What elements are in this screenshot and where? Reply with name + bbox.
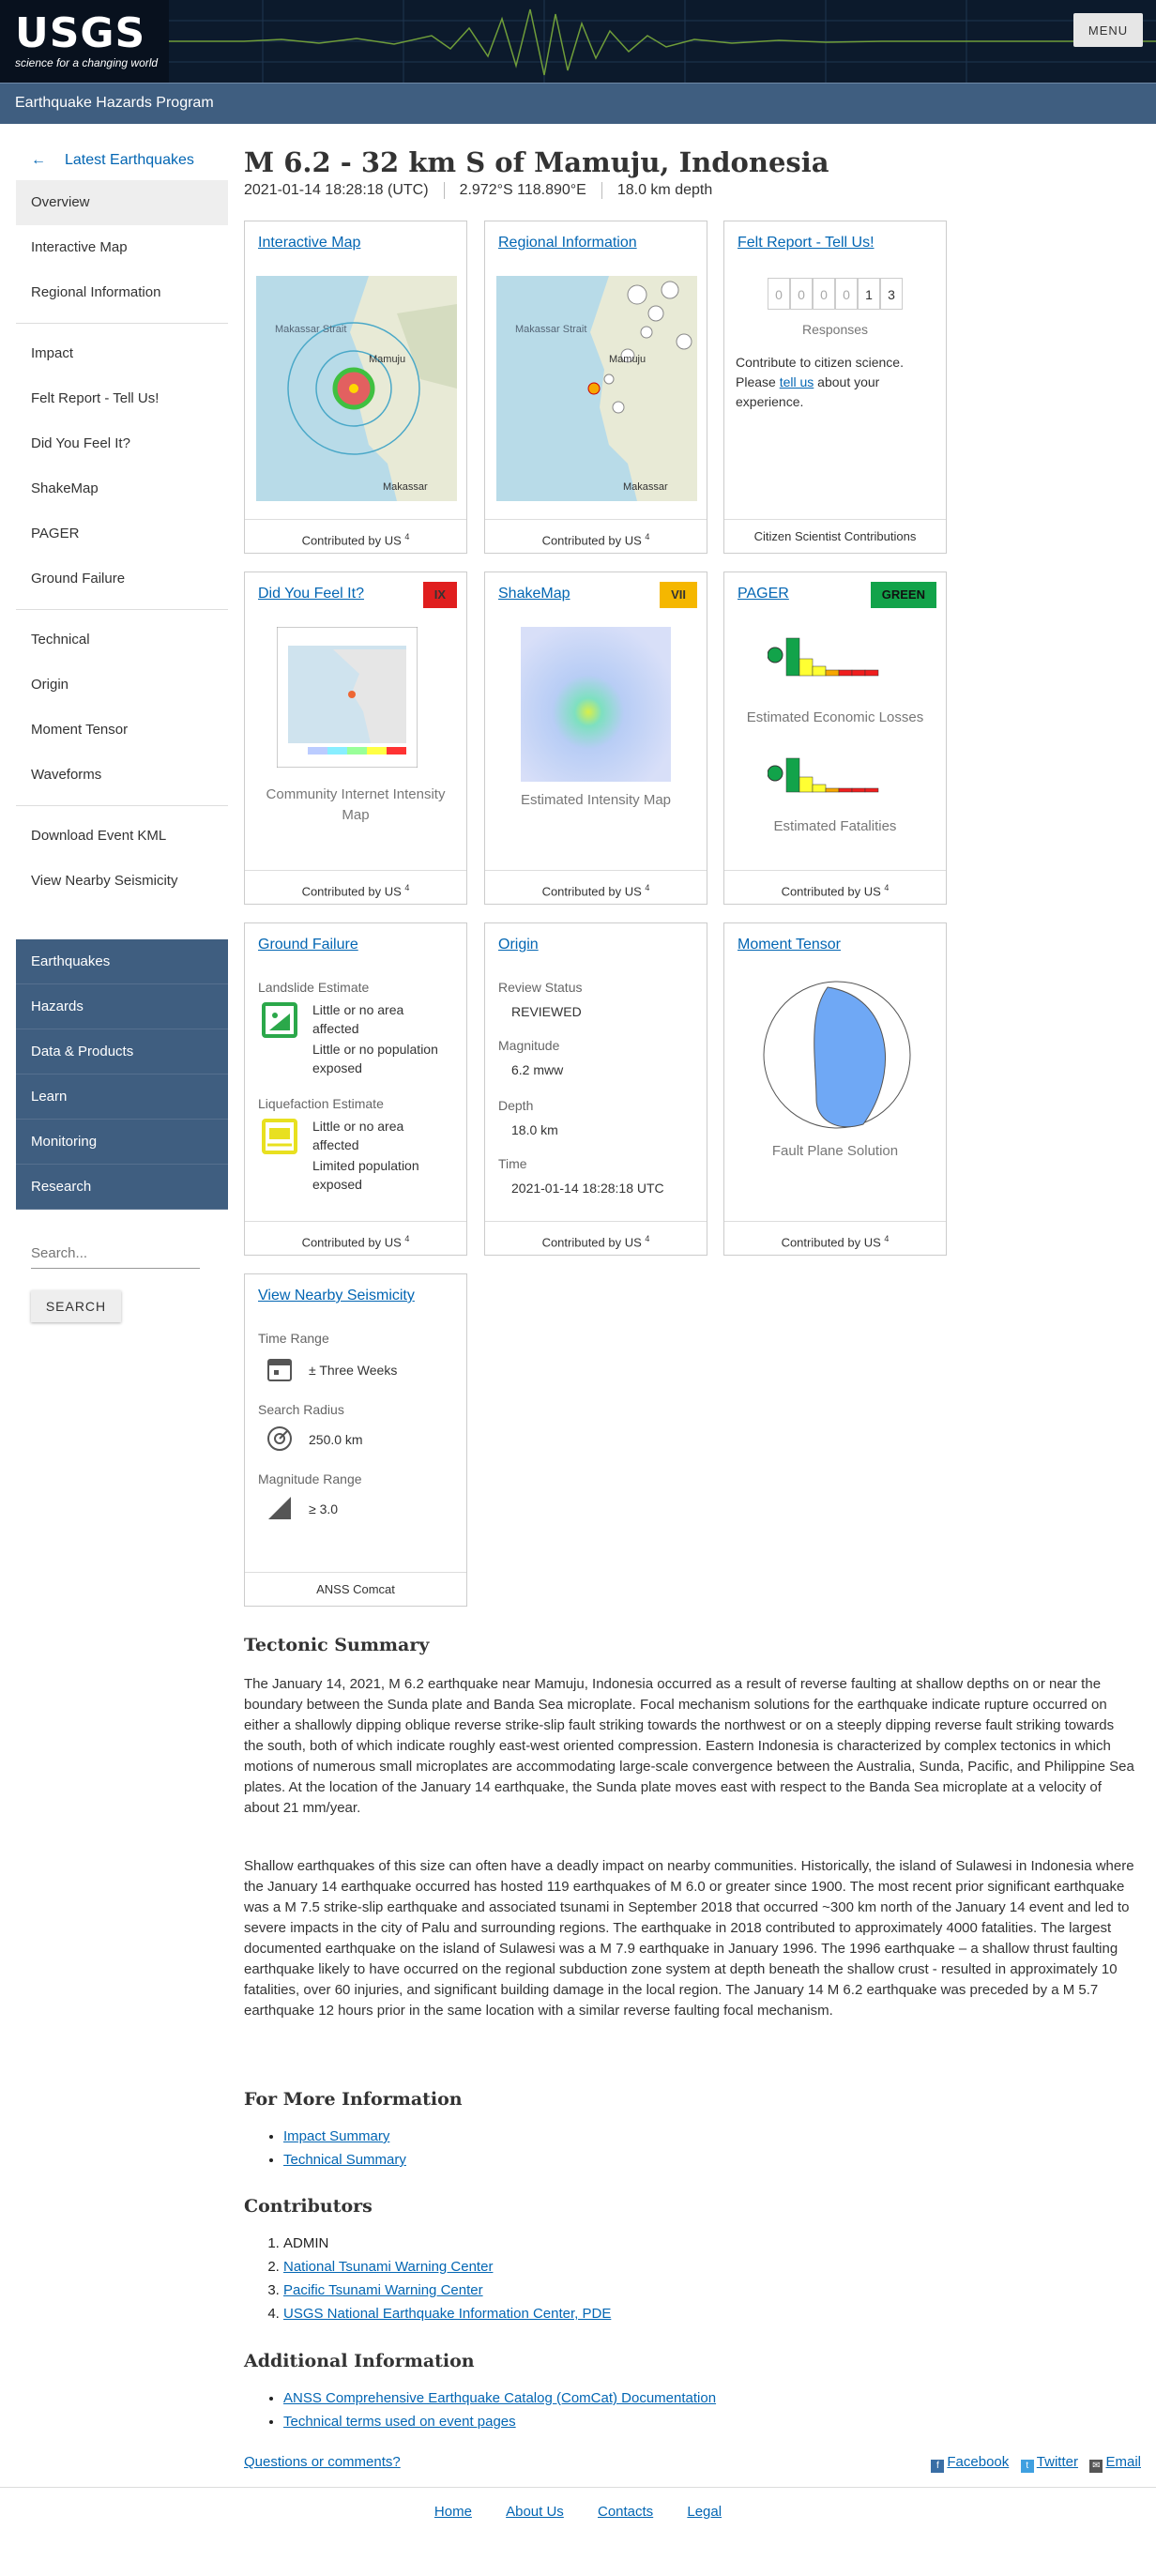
dyfi-link[interactable]: Did You Feel It? <box>258 586 364 602</box>
more-info-heading: For More Information <box>244 2089 463 2110</box>
list-item <box>283 2386 716 2410</box>
origin-card[interactable] <box>484 922 707 1256</box>
latest-earthquakes-link[interactable] <box>16 152 228 180</box>
alert-badge: GREEN <box>871 582 936 608</box>
counter-digit: 0 <box>813 278 835 310</box>
sidebar-item-waveforms[interactable]: Waveforms <box>31 767 102 783</box>
contributed-label: Contributed by US <box>301 1235 402 1250</box>
fatalities-histogram <box>768 751 908 803</box>
map-city-label: Mamuju <box>609 354 646 365</box>
social-links <box>931 2454 1141 2473</box>
email-icon: ✉ <box>1089 2460 1103 2473</box>
sidebar <box>16 152 228 904</box>
sidebar-item-interactive-map[interactable]: Interactive Map <box>31 239 128 255</box>
footer-about-link[interactable]: About Us <box>506 2504 564 2520</box>
contributed-label: Contributed by US <box>541 1235 642 1250</box>
contributor-ref[interactable]: 4 <box>404 1234 410 1243</box>
card-footer <box>245 1221 466 1255</box>
tectonic-paragraph: The January 14, 2021, M 6.2 earthquake near Mamuju, Indonesia occurred as a result of reverse faulting at shallow depths on or near the boundary between the Sunda plate and Banda Sea microplate. Focal mechanism solutions for the earthquake indicate rupture occurred on either a shallowly dipping oblique reverse strike-slip fault striking towards the northwest or on a steeply dipping reverse fault striking towards the south, both of which indicate roughly east-west oriented compression. Eastern Indonesia is characterized by complex tectonics in which motions of numerous small microplates are accommodating large-scale convergence between the Australia, Sunda, Pacific, and Philippine Sea plates. At the location of the January 14 earthquake, the Sunda plate moves east with respect to the Banda Sea microplate at a velocity of about 21 mm/year. <box>244 1676 1134 1816</box>
facebook-icon: f <box>931 2460 944 2473</box>
search-input[interactable] <box>31 1239 200 1269</box>
dyfi-card[interactable] <box>244 572 467 905</box>
contributed-label: Contributed by US <box>301 884 402 899</box>
nearby-seismicity-link[interactable]: View Nearby Seismicity <box>258 1288 415 1303</box>
magnitude-icon <box>266 1494 294 1522</box>
program-bar <box>0 83 1156 124</box>
contributor-ref[interactable]: 4 <box>645 1234 650 1243</box>
felt-text-part: about your experience. <box>736 374 880 409</box>
landslide-label: Landslide Estimate <box>258 980 370 995</box>
pager-link[interactable]: PAGER <box>738 586 789 602</box>
contributor-link[interactable]: National Tsunami Warning Center <box>283 2259 494 2275</box>
tectonic-heading: Tectonic Summary <box>244 1635 430 1655</box>
contributor-link[interactable]: Pacific Tsunami Warning Center <box>283 2282 483 2298</box>
moment-tensor-link[interactable]: Moment Tensor <box>738 937 841 953</box>
contributor-ref[interactable]: 4 <box>645 532 650 541</box>
sidebar-item-pager[interactable]: PAGER <box>31 526 80 541</box>
counter-digit: 1 <box>858 278 880 310</box>
moment-tensor-card[interactable] <box>723 922 947 1256</box>
sidebar-item-shakemap[interactable]: ShakeMap <box>31 480 99 496</box>
card-footer <box>724 1221 946 1255</box>
footer-contacts-link[interactable]: Contacts <box>597 2504 654 2520</box>
sidebar-item-dyfi[interactable]: Did You Feel It? <box>31 435 130 451</box>
felt-text-part: Contribute to citizen science. Please <box>736 355 904 389</box>
sidebar-item-download-kml[interactable]: Download Event KML <box>31 828 167 844</box>
liquefaction-label: Liquefaction Estimate <box>258 1096 384 1111</box>
time-range-value: ± Three Weeks <box>309 1363 398 1378</box>
review-status-value: REVIEWED <box>511 1004 582 1019</box>
footer-divider <box>0 2487 1156 2488</box>
pager-economic-caption: Estimated Economic Losses <box>746 709 924 725</box>
technical-summary-link[interactable]: Technical Summary <box>283 2152 406 2168</box>
contributor-ref[interactable]: 4 <box>884 1234 890 1243</box>
footer-home-link[interactable]: Home <box>434 2504 472 2520</box>
contributed-label: Contributed by US <box>301 533 402 548</box>
usgs-tagline: science for a changing world <box>15 56 159 69</box>
interactive-map-link[interactable]: Interactive Map <box>258 235 361 251</box>
sidebar-item-nearby-seismicity[interactable]: View Nearby Seismicity <box>31 873 178 889</box>
contributed-label: Contributed by US <box>781 884 881 899</box>
landslide-population: Little or no population exposed <box>312 1042 438 1075</box>
nav-hazards[interactable]: Hazards <box>16 984 228 1029</box>
search-radius-value: 250.0 km <box>309 1432 363 1447</box>
counter-digit: 3 <box>880 278 903 310</box>
contributor-ref[interactable]: 4 <box>404 883 410 892</box>
map-city-label: Mamuju <box>369 354 406 365</box>
comcat-docs-link[interactable]: ANSS Comprehensive Earthquake Catalog (ComCat) Documentation <box>283 2390 717 2406</box>
landslide-icon <box>262 1002 297 1038</box>
sidebar-item-moment-tensor[interactable]: Moment Tensor <box>31 722 129 738</box>
sidebar-divider <box>16 609 228 610</box>
sidebar-item-ground-failure[interactable]: Ground Failure <box>31 571 126 587</box>
search-radius-label: Search Radius <box>258 1402 344 1417</box>
radius-icon <box>266 1425 294 1453</box>
nav-learn[interactable]: Learn <box>16 1075 228 1120</box>
sidebar-item-technical[interactable]: Technical <box>31 632 90 648</box>
seismogram-banner <box>169 0 1156 83</box>
magnitude-value: 6.2 mww <box>511 1062 564 1077</box>
depth-value: 18.0 km <box>511 1122 558 1137</box>
event-depth: 18.0 km depth <box>601 182 727 199</box>
card-footer <box>245 519 466 553</box>
response-counter <box>768 278 903 310</box>
additional-info-heading: Additional Information <box>244 2351 475 2371</box>
tectonic-paragraph: Shallow earthquakes of this size can often have a deadly impact on nearby communities. Historically, the island of Sulawesi in Indonesia where the January 14 earthquake occurred has hosted 119 earthquakes of M 6.0 or greater since 1900. The most recent prior significant earthquake was a M 7.5 strike-slip earthquake and associated tsunami in September 2018 that occurred ~300 km north of the January 14 event and led to severe impacts in the city of Palu and surrounding regions. The earthquake in 2018 contributed to approximately 4000 fatalities. The largest documented earthquake on the island of Sulawesi was a M 7.9 earthquake in January 1996. The 1996 earthquake – a shallow thrust faulting earthquake likely to have occurred on the regional subduction zone system at depth beneath the shallow crust - resulted in approximately 10 fatalities, over 60 injuries, and significant building damage in the local region. The January 14 M 6.2 earthquake was preceded by a M 5.7 earthquake 12 hours prior in the same location with a similar reverse faulting focal mechanism. <box>244 1858 1134 2019</box>
shakemap-thumbnail[interactable] <box>521 627 671 782</box>
list-item <box>283 2410 716 2433</box>
usgs-logo[interactable] <box>15 9 159 69</box>
ground-failure-link[interactable]: Ground Failure <box>258 937 358 953</box>
more-info-list <box>283 2125 406 2172</box>
nav-earthquakes[interactable]: Earthquakes <box>16 939 228 984</box>
counter-digit: 0 <box>790 278 813 310</box>
sidebar-divider <box>16 323 228 324</box>
card-footer <box>724 870 946 904</box>
latest-earthquakes-label: Latest Earthquakes <box>65 152 194 168</box>
card-footer <box>245 870 466 904</box>
map-city-label: Makassar <box>623 481 668 493</box>
beachball-diagram[interactable] <box>760 978 914 1132</box>
back-arrow-icon: ← <box>31 152 46 168</box>
map-place-label: Makassar Strait <box>275 324 347 335</box>
technical-terms-link[interactable]: Technical terms used on event pages <box>283 2414 516 2430</box>
dyfi-map-thumbnail[interactable] <box>277 627 418 768</box>
contributor-ref[interactable]: 4 <box>645 883 650 892</box>
list-item <box>283 2148 406 2172</box>
sidebar-divider <box>16 805 228 806</box>
event-coords: 2.972°S 118.890°E <box>444 182 601 199</box>
card-footer <box>485 519 707 553</box>
contributed-label: Contributed by US <box>541 884 642 899</box>
calendar-icon <box>266 1355 294 1383</box>
list-item <box>283 2125 406 2148</box>
sidebar-item-felt-report[interactable]: Felt Report - Tell Us! <box>31 390 160 406</box>
regional-map-thumbnail[interactable] <box>496 276 697 501</box>
time-range-label: Time Range <box>258 1331 329 1346</box>
responses-label: Responses <box>801 322 869 337</box>
additional-info-list <box>283 2386 716 2433</box>
map-city-label: Makassar <box>383 481 428 493</box>
email-link[interactable]: Email <box>1105 2454 1141 2470</box>
interactive-map-thumbnail[interactable] <box>256 276 457 501</box>
liquefaction-area: Little or no area affected <box>312 1119 404 1152</box>
felt-report-card[interactable] <box>723 221 947 554</box>
contributor-link[interactable]: USGS National Earthquake Information Center, PDE <box>283 2306 612 2322</box>
twitter-icon: t <box>1021 2460 1034 2473</box>
card-footer <box>485 870 707 904</box>
fault-plane-caption: Fault Plane Solution <box>771 1143 899 1159</box>
landslide-area: Little or no area affected <box>312 1002 404 1036</box>
map-place-label: Makassar Strait <box>515 324 587 335</box>
nav-data-products[interactable]: Data & Products <box>16 1029 228 1075</box>
list-item <box>283 2302 611 2325</box>
search-button[interactable]: SEARCH <box>31 1290 121 1322</box>
felt-text <box>736 353 933 412</box>
time-label: Time <box>498 1156 527 1171</box>
felt-report-link[interactable]: Felt Report - Tell Us! <box>738 235 875 251</box>
footer-nav <box>0 2504 1156 2520</box>
economic-losses-histogram <box>768 629 908 681</box>
intensity-badge: VII <box>660 582 697 608</box>
nav-monitoring[interactable]: Monitoring <box>16 1120 228 1165</box>
site-nav <box>16 939 228 1210</box>
liquefaction-icon <box>262 1119 297 1154</box>
card-footer: Citizen Scientist Contributions <box>724 519 946 553</box>
card-footer <box>485 1221 707 1255</box>
pager-fatalities-caption: Estimated Fatalities <box>773 818 897 834</box>
depth-label: Depth <box>498 1098 534 1113</box>
liquefaction-population: Limited population exposed <box>312 1158 419 1192</box>
shakemap-card[interactable] <box>484 572 707 905</box>
magnitude-range-label: Magnitude Range <box>258 1471 362 1486</box>
card-footer: ANSS Comcat <box>245 1572 466 1606</box>
ground-failure-card[interactable] <box>244 922 467 1256</box>
list-item <box>283 2279 611 2302</box>
sidebar-item-impact[interactable]: Impact <box>31 345 74 361</box>
contributed-label: Contributed by US <box>781 1235 881 1250</box>
event-title: M 6.2 - 32 km S of Mamuju, Indonesia <box>244 146 829 178</box>
program-title[interactable]: Earthquake Hazards Program <box>15 95 214 111</box>
contributed-label: Contributed by US <box>541 533 642 548</box>
dyfi-caption: Community Internet Intensity Map <box>266 786 446 823</box>
magnitude-label: Magnitude <box>498 1038 560 1053</box>
pager-card[interactable] <box>723 572 947 905</box>
sidebar-item-origin[interactable]: Origin <box>31 677 69 693</box>
contributor-ref[interactable]: 4 <box>884 883 890 892</box>
nav-research[interactable]: Research <box>16 1165 228 1210</box>
nearby-seismicity-card[interactable] <box>244 1273 467 1607</box>
time-value: 2021-01-14 18:28:18 UTC <box>511 1181 664 1196</box>
contributors-list <box>283 2232 611 2325</box>
list-item: 1. ADMIN <box>283 2232 611 2255</box>
event-time: 2021-01-14 18:28:18 (UTC) <box>244 182 429 198</box>
tell-us-link[interactable]: tell us <box>779 374 814 389</box>
interactive-map-card[interactable] <box>244 221 467 554</box>
event-meta <box>244 182 727 199</box>
shakemap-link[interactable]: ShakeMap <box>498 586 570 602</box>
footer-legal-link[interactable]: Legal <box>687 2504 722 2520</box>
twitter-link[interactable]: Twitter <box>1036 2454 1078 2470</box>
review-status-label: Review Status <box>498 980 583 995</box>
contributor-ref[interactable]: 4 <box>404 532 410 541</box>
contributors-heading: Contributors <box>244 2196 373 2217</box>
usgs-logo-text: USGS <box>15 9 146 57</box>
shakemap-caption: Estimated Intensity Map <box>520 792 672 808</box>
counter-digit: 0 <box>768 278 790 310</box>
menu-button[interactable]: MENU <box>1073 13 1143 47</box>
sidebar-item-overview[interactable]: Overview <box>16 180 228 225</box>
intensity-badge: IX <box>423 582 457 608</box>
facebook-link[interactable]: Facebook <box>947 2454 1010 2470</box>
counter-digit: 0 <box>835 278 858 310</box>
regional-info-link[interactable]: Regional Information <box>498 235 637 251</box>
list-item <box>283 2255 611 2279</box>
sidebar-item-regional-information[interactable]: Regional Information <box>31 284 161 300</box>
origin-link[interactable]: Origin <box>498 937 539 953</box>
impact-summary-link[interactable]: Impact Summary <box>283 2128 390 2144</box>
regional-info-card[interactable] <box>484 221 707 554</box>
questions-link[interactable]: Questions or comments? <box>244 2454 401 2470</box>
site-header <box>0 0 1156 83</box>
magnitude-range-value: ≥ 3.0 <box>309 1501 339 1517</box>
